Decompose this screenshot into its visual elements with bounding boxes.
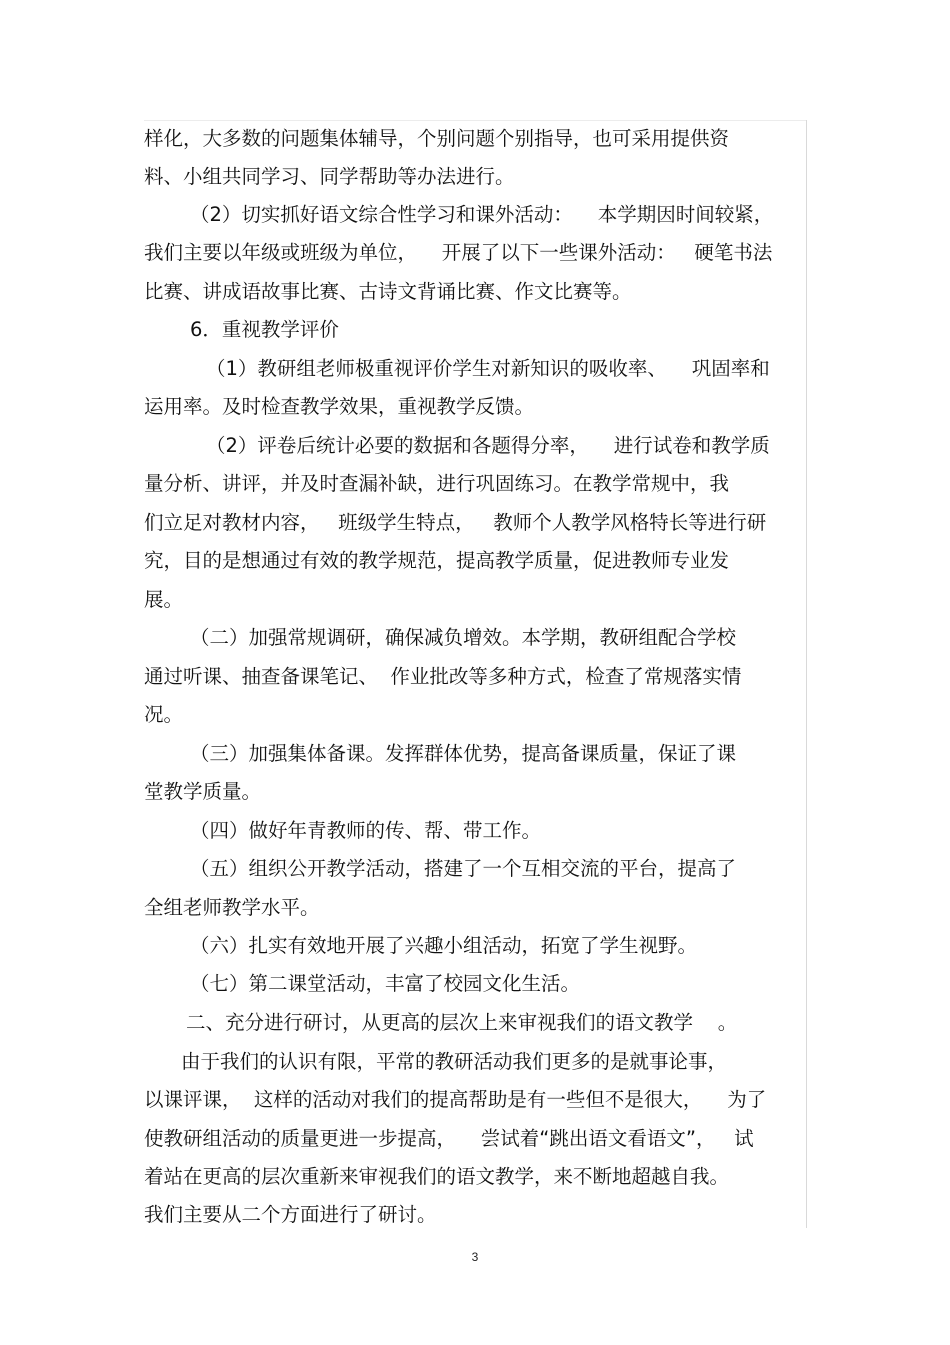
section-heading: 6．重视教学评价 [190,318,339,341]
text-line: 料、小组共同学习、同学帮助等办法进行。 [144,165,515,188]
text-line: 们立足对教材内容， 班级学生特点， 教师个人教学风格特长等进行研 [144,511,767,534]
page-border-top [144,120,807,121]
text-line: （五）组织公开教学活动，搭建了一个互相交流的平台，提高了 [190,857,737,880]
text-line: 我们主要从二个方面进行了研讨。 [144,1203,437,1226]
text-line: 比赛、讲成语故事比赛、古诗文背诵比赛、作文比赛等。 [144,280,632,303]
text-line: 由于我们的认识有限，平常的教研活动我们更多的是就事论事， [181,1050,728,1073]
text-line: 展。 [144,588,184,611]
text-line: （四）做好年青教师的传、帮、带工作。 [190,819,542,842]
page-border-right [806,120,807,1228]
page-number: 3 [471,1250,479,1264]
text-line: 全组老师教学水平。 [144,896,320,919]
text-line: 量分析、讲评，并及时查漏补缺，进行巩固练习。在教学常规中，我 [144,472,730,495]
text-line: 以课评课， 这样的活动对我们的提高帮助是有一些但不是很大， 为了 [144,1088,767,1111]
text-line: 样化，大多数的问题集体辅导，个别问题个别指导，也可采用提供资 [144,127,730,150]
text-line: 着站在更高的层次重新来审视我们的语文教学，来不断地超越自我。 [144,1165,730,1188]
text-line: （二）加强常规调研，确保减负增效。本学期，教研组配合学校 [190,626,737,649]
text-line: 使教研组活动的质量更进一步提高， 尝试着“跳出语文看语文”， 试 [144,1127,754,1150]
text-line: （三）加强集体备课。发挥群体优势，提高备课质量，保证了课 [190,742,737,765]
text-line: （2）评卷后统计必要的数据和各题得分率， 进行试卷和教学质 [206,434,770,457]
text-line: （七）第二课堂活动，丰富了校园文化生活。 [190,972,581,995]
text-line: （2）切实抓好语文综合性学习和课外活动： 本学期因时间较紧， [190,203,774,226]
text-line: 我们主要以年级或班级为单位， 开展了以下一些课外活动： 硬笔书法 [144,241,773,264]
text-line: 通过听课、抽查备课笔记、 作业批改等多种方式，检查了常规落实情 [144,665,742,688]
text-line: 运用率。及时检查教学效果，重视教学反馈。 [144,395,535,418]
section-heading: 二、充分进行研讨，从更高的层次上来审视我们的语文教学 。 [186,1011,738,1034]
text-line: （六）扎实有效地开展了兴趣小组活动，拓宽了学生视野。 [190,934,698,957]
text-line: 况。 [144,703,184,726]
text-line: 究，目的是想通过有效的教学规范，提高教学质量，促进教师专业发 [144,549,730,572]
text-line: 堂教学质量。 [144,780,262,803]
text-line: （1）教研组老师极重视评价学生对新知识的吸收率、 巩固率和 [206,357,770,380]
